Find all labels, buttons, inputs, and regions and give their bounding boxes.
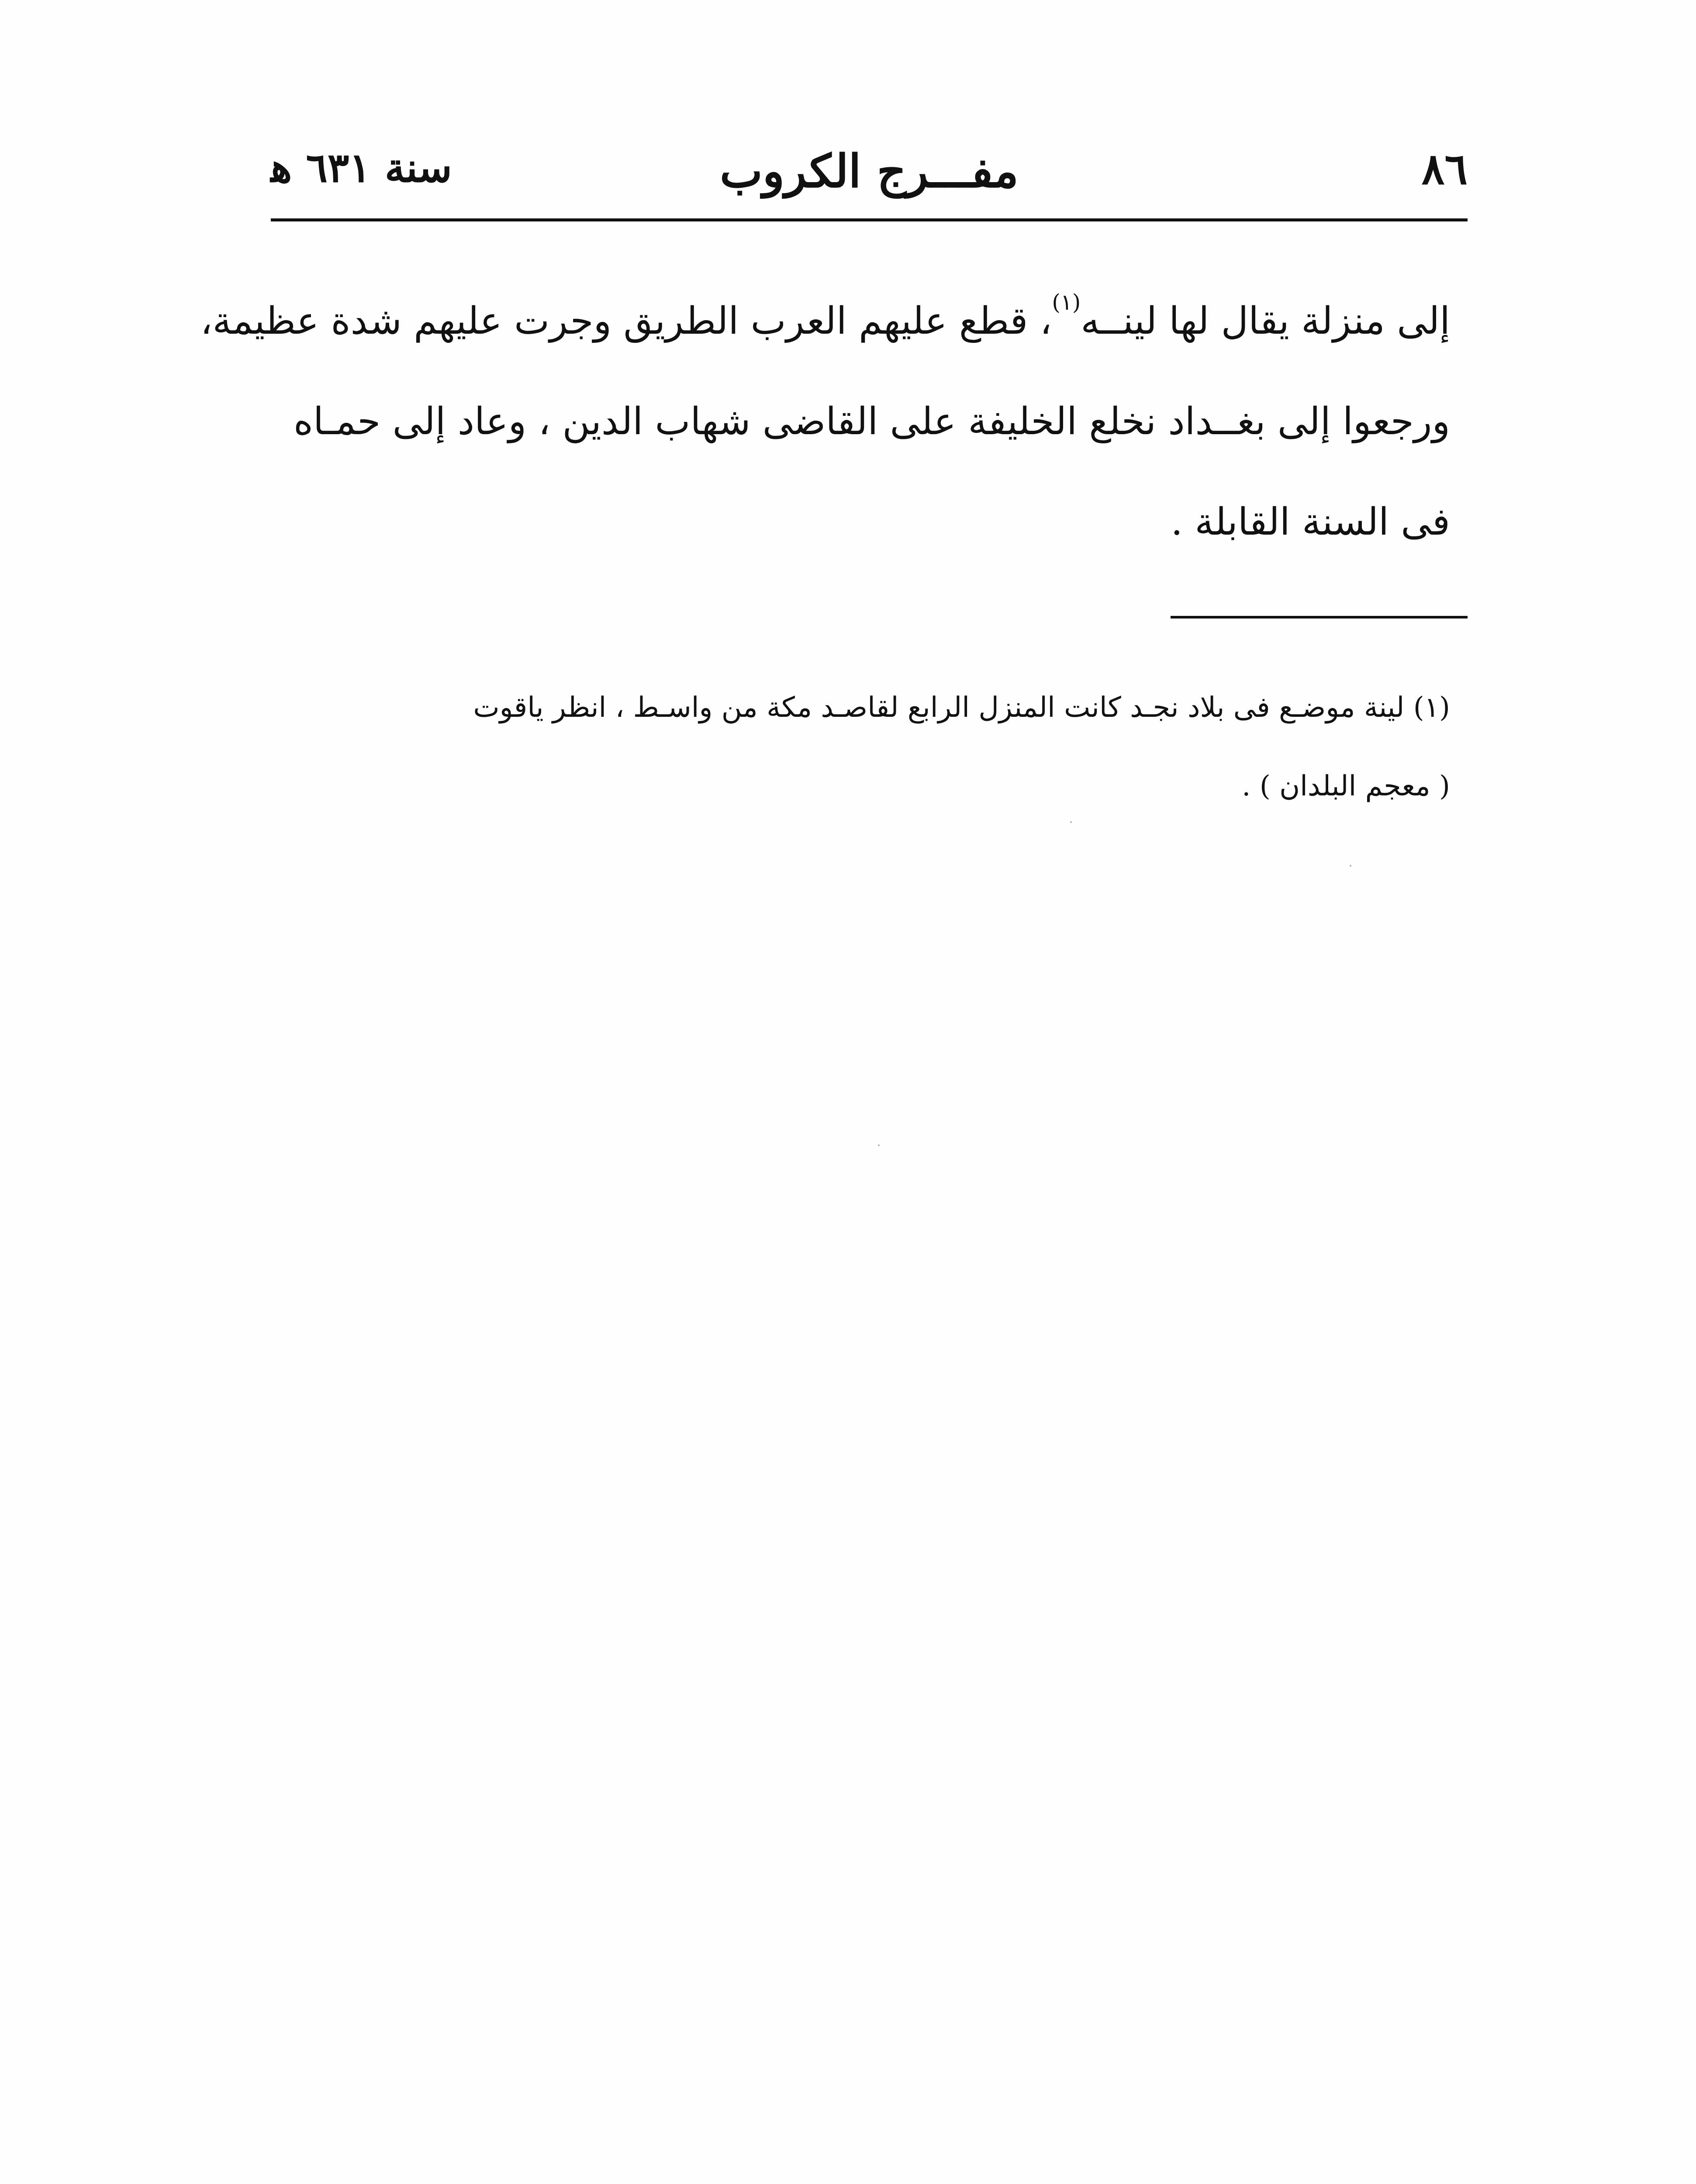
page-header	[271, 144, 1468, 223]
footnote-separator	[1171, 616, 1468, 619]
text-line: فى السنة القابلة .	[1171, 500, 1450, 544]
footnote	[288, 668, 1450, 826]
text-line	[200, 271, 1450, 371]
text-line: ورجعوا إلى بغــداد نخلع الخليفة على القاضى شهاب الدين ، وعاد إلى حمـاه	[293, 400, 1450, 443]
header-rule	[271, 218, 1468, 221]
main-text	[200, 271, 1450, 572]
footnote-line: ( معجم البلدان ) .	[1242, 770, 1450, 802]
paper-speck	[878, 1144, 880, 1146]
page-number: ٨٦	[1421, 144, 1468, 194]
text-segment: ، قطع عليهم العرب الطريق وجرت عليهم شدة عظيمة،	[200, 299, 1052, 343]
paper-speck	[1070, 821, 1072, 823]
running-title: مفـــرج الكروب	[720, 144, 1019, 198]
paper-speck	[1350, 865, 1351, 867]
footnote-reference: (١)	[1052, 290, 1081, 315]
footnote-line: (١) لينة موضـع فى بلاد نجـد كانت المنزل الرابع لقاصـد مكة من واسـط ، انظر ياقوت	[473, 691, 1450, 724]
year-label: سنة ٦٣١ ﻫ	[271, 144, 452, 191]
text-segment: إلى منزلة يقال لها لينــه	[1081, 299, 1450, 343]
